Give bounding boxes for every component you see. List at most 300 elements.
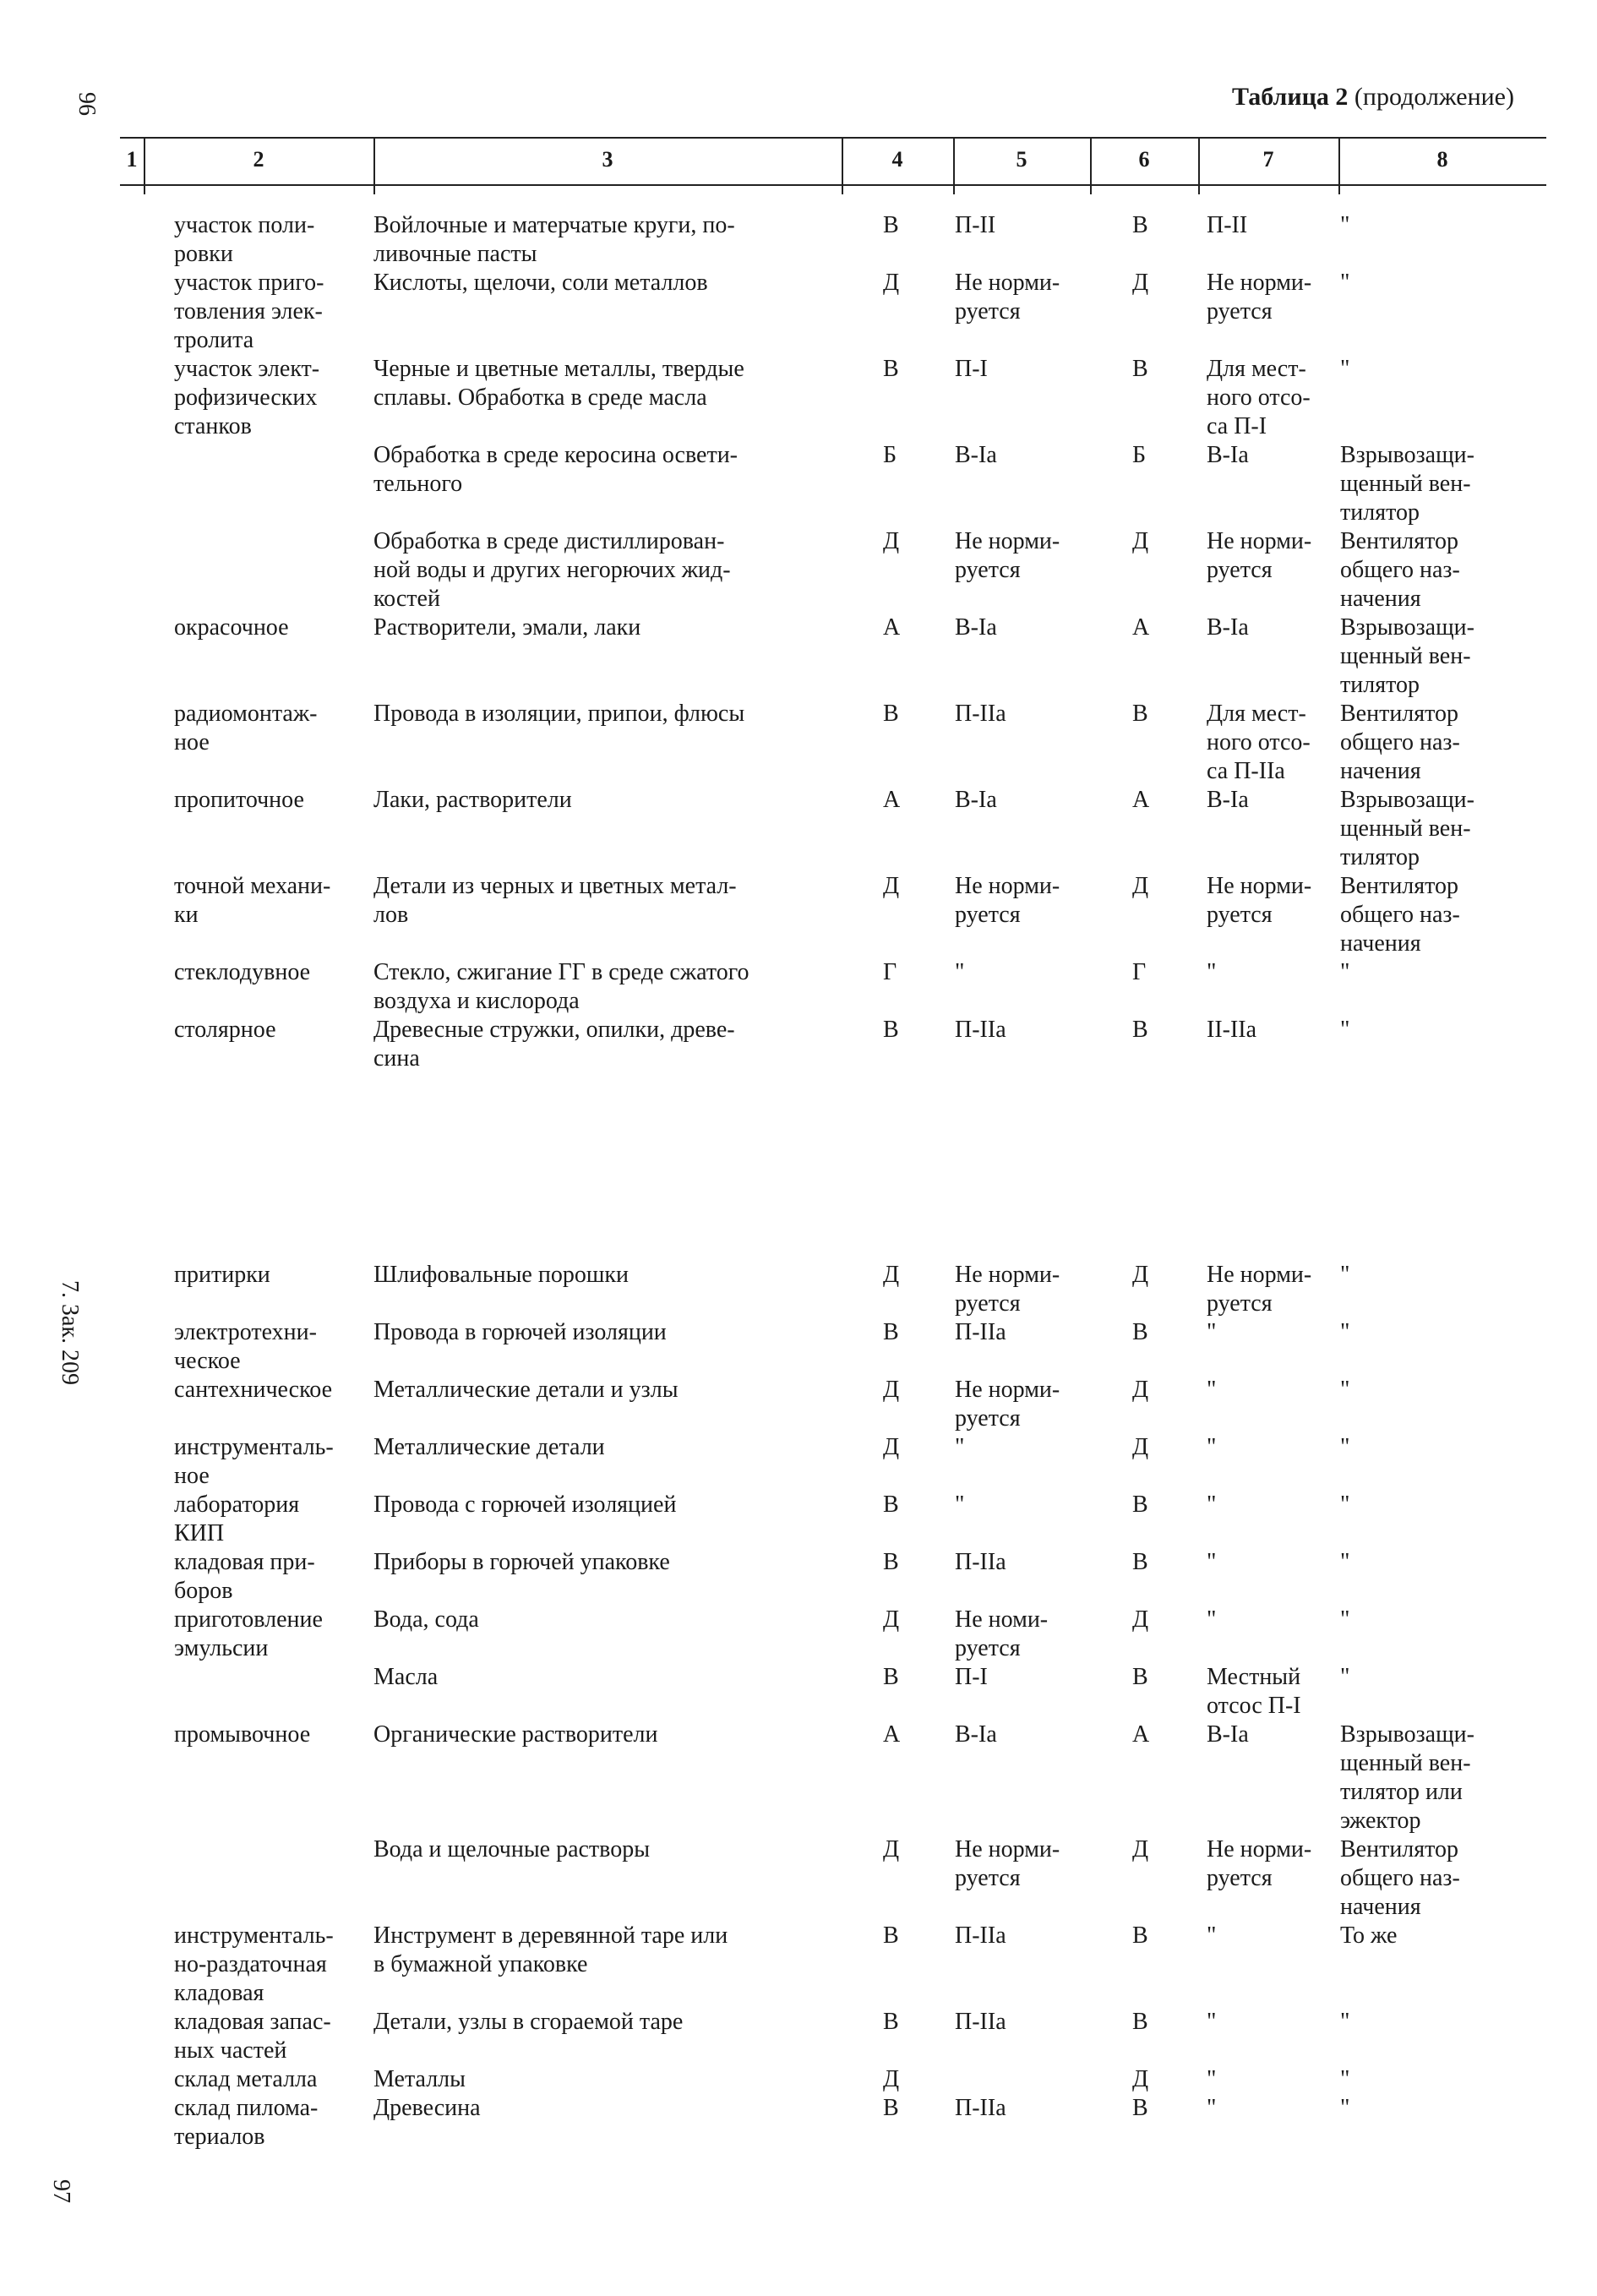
cell-line: П-I [955,1664,988,1690]
fan-category-cell [1132,614,1166,642]
cell-line: В-Iа [1207,442,1249,468]
cell-line: " [955,959,965,985]
fan-zone-cell [1207,1663,1342,1721]
cell-line: " [1340,2009,1350,2035]
cell-line: Не норми- [955,873,1060,899]
cell-line: Древесные стружки, опилки, древе- [373,1017,735,1043]
room-name-cell [174,1491,368,1548]
table-row [0,872,1597,958]
cell-line: сина [373,1045,420,1072]
cell-line: Инструмент в деревянной таре или [373,1922,728,1949]
fan-type-cell [1340,1606,1526,1634]
cell-line: Д [883,1377,900,1403]
cell-line: руется [955,557,1021,583]
fan-category-cell [1132,700,1166,728]
cell-line: " [1340,1262,1350,1288]
zone-class-cell [955,614,1090,642]
cell-line: Местный [1207,1664,1301,1690]
table-row [0,527,1597,614]
cell-line: ливочные пасты [373,241,537,267]
cell-line: " [1207,959,1217,985]
cell-line: В [883,212,899,238]
table-row [0,1663,1597,1721]
table-row [0,1318,1597,1376]
cell-line: ное [174,1463,210,1489]
cell-line: начения [1340,1894,1421,1920]
cell-line: П-I [955,356,988,382]
cell-line: " [1207,1922,1217,1949]
cell-line: кладовая при- [174,1549,315,1575]
material-cell [373,786,847,815]
page-number-bottom: 97 [48,2179,74,2203]
category-cell [883,1318,917,1347]
cell-line: Г [1132,959,1147,985]
cell-line: В [883,2009,899,2035]
cell-line: Взрывозащи- [1340,614,1474,641]
zone-class-cell [955,441,1090,470]
fan-zone-cell [1207,700,1342,786]
cell-line: руется [1207,557,1273,583]
cell-line: ровки [174,241,233,267]
cell-line: тилятор [1340,844,1420,870]
cell-line: руется [955,1405,1021,1432]
table-row [0,1016,1597,1073]
cell-line: " [1207,1377,1217,1403]
cell-line: сплавы. Обработка в среде масла [373,384,707,411]
room-name-cell [174,269,368,355]
fan-category-cell [1132,1376,1166,1404]
cell-line: В-Iа [1207,1721,1249,1748]
fan-zone-cell [1207,1606,1342,1634]
room-name-cell [174,2094,368,2151]
cell-line: Д [1132,1836,1149,1862]
cell-line: Не норми- [955,528,1060,554]
cell-line: лов [373,902,409,928]
cell-line: тельного [373,471,463,497]
category-cell [883,1663,917,1692]
fan-type-cell [1340,958,1526,987]
category-cell [883,872,917,901]
cell-line: Вентилятор [1340,1836,1459,1862]
room-name-cell [174,872,368,930]
room-name-cell [174,1261,368,1290]
fan-category-cell [1132,2094,1166,2123]
cell-line: участок элект- [174,356,320,382]
material-cell [373,355,847,412]
cell-line: КИП [174,1520,225,1546]
material-cell [373,614,847,642]
cell-line: В [1132,1492,1148,1518]
fan-zone-cell [1207,2008,1342,2037]
cell-line: Б [883,442,897,468]
cell-line: " [1340,2066,1350,2092]
fan-category-cell [1132,1318,1166,1347]
cell-line: Для мест- [1207,701,1306,727]
cell-line: П-IIа [955,1017,1006,1043]
table-row [0,2065,1597,2094]
cell-line: Не норми- [1207,1836,1312,1862]
cell-line: Обработка в среде дистиллирован- [373,528,725,554]
table-row [0,1922,1597,2008]
cell-line: руется [955,1290,1021,1317]
cell-line: В [1132,1922,1148,1949]
cell-line: руется [955,298,1021,324]
cell-line: приготовление [174,1606,323,1633]
cell-line: Вентилятор [1340,701,1459,727]
cell-line: тилятор [1340,499,1420,526]
cell-line: Д [883,528,900,554]
cell-line: тилятор [1340,672,1420,698]
cell-line: Д [883,1434,900,1460]
fan-category-cell [1132,958,1166,987]
cell-line: " [1207,1606,1217,1633]
material-cell [373,1261,847,1290]
fan-type-cell [1340,2008,1526,2037]
category-cell [883,1261,917,1290]
cell-line: костей [373,586,440,612]
fan-zone-cell [1207,1835,1342,1893]
room-name-cell [174,958,368,987]
fan-category-cell [1132,1433,1166,1462]
cell-line: Обработка в среде керосина освети- [373,442,739,468]
table-row [0,1433,1597,1491]
material-cell [373,1548,847,1577]
category-cell [883,1835,917,1864]
cell-line: инструменталь- [174,1922,334,1949]
cell-line: тилятор или [1340,1779,1463,1805]
fan-zone-cell [1207,2065,1342,2094]
cell-line: станков [174,413,252,439]
fan-zone-cell [1207,527,1342,585]
category-cell [883,441,917,470]
material-cell [373,700,847,728]
cell-line: В-Iа [1207,614,1249,641]
cell-line: Органические растворители [373,1721,658,1748]
cell-line: Д [1132,2066,1149,2092]
cell-line: П-II [955,212,996,238]
zone-class-cell [955,355,1090,384]
cell-line: " [1340,1606,1350,1633]
cell-line: В [883,356,899,382]
fan-zone-cell [1207,1721,1342,1749]
fan-type-cell [1340,872,1526,958]
room-name-cell [174,700,368,757]
cell-line: щенный вен- [1340,643,1471,669]
fan-type-cell [1340,786,1526,872]
table-row [0,786,1597,872]
fan-type-cell [1340,1376,1526,1404]
fan-type-cell [1340,355,1526,384]
cell-line: точной механи- [174,873,331,899]
cell-line: Черные и цветные металлы, твердые [373,356,744,382]
cell-line: в бумажной упаковке [373,1951,588,1977]
cell-line: руется [955,1865,1021,1891]
cell-line: Приборы в горючей упаковке [373,1549,670,1575]
category-cell [883,2008,917,2037]
cell-line: " [1340,1434,1350,1460]
fan-zone-cell [1207,1548,1342,1577]
cell-line: начения [1340,930,1421,957]
cell-line: руется [1207,1865,1273,1891]
fan-zone-cell [1207,355,1342,441]
cell-line: са П-IIа [1207,758,1285,784]
cell-line: щенный вен- [1340,815,1471,842]
cell-line: А [1132,787,1150,813]
cell-line: В-Iа [1207,787,1249,813]
table-caption [1232,83,1514,112]
material-cell [373,1663,847,1692]
cell-line: Детали, узлы в сгораемой таре [373,2009,684,2035]
order-mark: 7. Зак. 209 [57,1279,84,1386]
fan-category-cell [1132,2008,1166,2037]
category-cell [883,1016,917,1044]
fan-type-cell [1340,1663,1526,1692]
room-name-cell [174,355,368,441]
cell-line: Не норми- [955,1836,1060,1862]
cell-line: Д [883,1836,900,1862]
material-cell [373,2094,847,2123]
fan-zone-cell [1207,1376,1342,1404]
cell-line: эмульсии [174,1635,269,1661]
cell-line: П-IIа [955,1922,1006,1949]
cell-line: " [1340,959,1350,985]
cell-line: начения [1340,758,1421,784]
cell-line: Войлочные и матерчатые круги, по- [373,212,735,238]
cell-line: В [883,701,899,727]
zone-class-cell [955,1721,1090,1749]
cell-line: В [1132,701,1148,727]
cell-line: А [883,1721,901,1748]
cell-line: П-II [1207,212,1248,238]
cell-line: Провода с горючей изоляцией [373,1492,677,1518]
cell-line: А [883,614,901,641]
category-cell [883,958,917,987]
table-row [0,614,1597,700]
room-name-cell [174,1376,368,1404]
material-cell [373,1721,847,1749]
cell-line: общего наз- [1340,902,1460,928]
cell-line: В [1132,356,1148,382]
table-row [0,355,1597,441]
cell-line: " [955,1492,965,1518]
cell-line: Не норми- [955,1377,1060,1403]
category-cell [883,786,917,815]
table-row [0,1606,1597,1663]
zone-class-cell [955,1318,1090,1347]
cell-line: са П-I [1207,413,1267,439]
room-name-cell [174,1548,368,1606]
cell-line: Шлифовальные порошки [373,1262,629,1288]
table-row [0,700,1597,786]
cell-line: начения [1340,586,1421,612]
cell-line: Металлические детали и узлы [373,1377,679,1403]
cell-line: В [883,1319,899,1345]
cell-line: " [1340,2095,1350,2121]
fan-zone-cell [1207,269,1342,326]
material-cell [373,1835,847,1864]
zone-class-cell [955,211,1090,240]
material-cell [373,1318,847,1347]
fan-category-cell [1132,269,1166,297]
room-name-cell [174,1318,368,1376]
cell-line: общего наз- [1340,557,1460,583]
zone-class-cell [955,1835,1090,1893]
cell-line: рофизических [174,384,318,411]
cell-line: В [1132,1319,1148,1345]
fan-type-cell [1340,441,1526,527]
cell-line: участок поли- [174,212,315,238]
fan-zone-cell [1207,1318,1342,1347]
fan-zone-cell [1207,786,1342,815]
fan-zone-cell [1207,614,1342,642]
cell-line: Не норми- [1207,1262,1312,1288]
cell-line: радиомонтаж- [174,701,318,727]
cell-line: пропиточное [174,787,304,813]
fan-zone-cell [1207,872,1342,930]
fan-category-cell [1132,1835,1166,1864]
fan-type-cell [1340,269,1526,297]
cell-line: лаборатория [174,1492,300,1518]
cell-line: руется [1207,1290,1273,1317]
material-cell [373,527,847,614]
cell-line: Не норми- [955,270,1060,296]
cell-line: " [1340,1492,1350,1518]
cell-line: " [1340,212,1350,238]
fan-zone-cell [1207,1922,1342,1950]
page-number-top: 96 [74,92,100,116]
cell-line: А [1132,1721,1150,1748]
cell-line: ного отсо- [1207,729,1311,755]
table-row [0,1835,1597,1922]
cell-line: общего наз- [1340,729,1460,755]
cell-line: Г [883,959,897,985]
material-cell [373,1376,847,1404]
cell-line: Д [1132,270,1149,296]
zone-class-cell [955,269,1090,326]
zone-class-cell [955,1261,1090,1318]
cell-line: кладовая запас- [174,2009,331,2035]
cell-line: Не норми- [1207,270,1312,296]
zone-class-cell [955,1016,1090,1044]
fan-type-cell [1340,211,1526,240]
fan-type-cell [1340,1491,1526,1519]
cell-line: В-Iа [955,614,997,641]
cell-line: Д [883,270,900,296]
cell-line: В [1132,2095,1148,2121]
cell-line: " [1207,1434,1217,1460]
material-cell [373,211,847,269]
cell-line: Вода, сода [373,1606,479,1633]
cell-line: " [1340,356,1350,382]
cell-line: Вентилятор [1340,528,1459,554]
cell-line: В [883,1492,899,1518]
cell-line: участок приго- [174,270,324,296]
cell-line: ной воды и других негорючих жид- [373,557,731,583]
cell-line: руется [1207,902,1273,928]
table-row [0,1261,1597,1318]
cell-line: Стекло, сжигание ГГ в среде сжатого [373,959,749,985]
header-rule-top [120,137,1546,139]
cell-line: Металлы [373,2066,466,2092]
cell-line: столярное [174,1017,276,1043]
cell-line: В [883,1664,899,1690]
cell-line: В [1132,2009,1148,2035]
cell-line: Взрывозащи- [1340,787,1474,813]
fan-category-cell [1132,527,1166,556]
cell-line: В-Iа [955,1721,997,1748]
cell-line: В [1132,1664,1148,1690]
zone-class-cell [955,1376,1090,1433]
cell-line: склад металла [174,2066,318,2092]
cell-line: Д [883,873,900,899]
cell-line: В-Iа [955,442,997,468]
cell-line: отсос П-I [1207,1693,1301,1719]
table-row [0,2094,1597,2151]
cell-line: руется [1207,298,1273,324]
room-name-cell [174,1016,368,1044]
fan-zone-cell [1207,2094,1342,2123]
cell-line: Растворители, эмали, лаки [373,614,641,641]
fan-category-cell [1132,1491,1166,1519]
material-cell [373,872,847,930]
cell-line: Провода в горючей изоляции [373,1319,667,1345]
material-cell [373,441,847,499]
cell-line: " [1207,1319,1217,1345]
table-row [0,1376,1597,1433]
material-cell [373,1016,847,1073]
cell-line: Д [1132,1434,1149,1460]
category-cell [883,1606,917,1634]
cell-line: инструменталь- [174,1434,334,1460]
cell-line: окрасочное [174,614,289,641]
cell-line: В [1132,1017,1148,1043]
cell-line: В [883,2095,899,2121]
zone-class-cell [955,527,1090,585]
cell-line: Д [1132,528,1149,554]
cell-line: " [1207,2095,1217,2121]
zone-class-cell [955,1548,1090,1577]
cell-line: но-раздаточная [174,1951,327,1977]
cell-line: стеклодувное [174,959,311,985]
category-cell [883,355,917,384]
cell-line: Не норми- [955,1262,1060,1288]
cell-line: Д [1132,873,1149,899]
zone-class-cell [955,1433,1090,1462]
cell-line: промывочное [174,1721,311,1748]
fan-type-cell [1340,1548,1526,1577]
room-name-cell [174,1721,368,1749]
cell-line: II-IIа [1207,1017,1257,1043]
cell-line: А [1132,614,1150,641]
room-name-cell [174,614,368,642]
cell-line: Детали из черных и цветных метал- [373,873,737,899]
cell-line: В [883,1922,899,1949]
cell-line: Масла [373,1664,439,1690]
cell-line: П-IIа [955,2009,1006,2035]
zone-class-cell [955,958,1090,987]
fan-type-cell [1340,1016,1526,1044]
cell-line: В [883,1549,899,1575]
cell-line: ного отсо- [1207,384,1311,411]
category-cell [883,527,917,556]
cell-line: Взрывозащи- [1340,1721,1474,1748]
zone-class-cell [955,872,1090,930]
cell-line: электротехни- [174,1319,317,1345]
cell-line: П-IIа [955,1319,1006,1345]
header-rule-bottom [120,184,1546,186]
cell-line: сантехническое [174,1377,333,1403]
zone-class-cell [955,1922,1090,1950]
